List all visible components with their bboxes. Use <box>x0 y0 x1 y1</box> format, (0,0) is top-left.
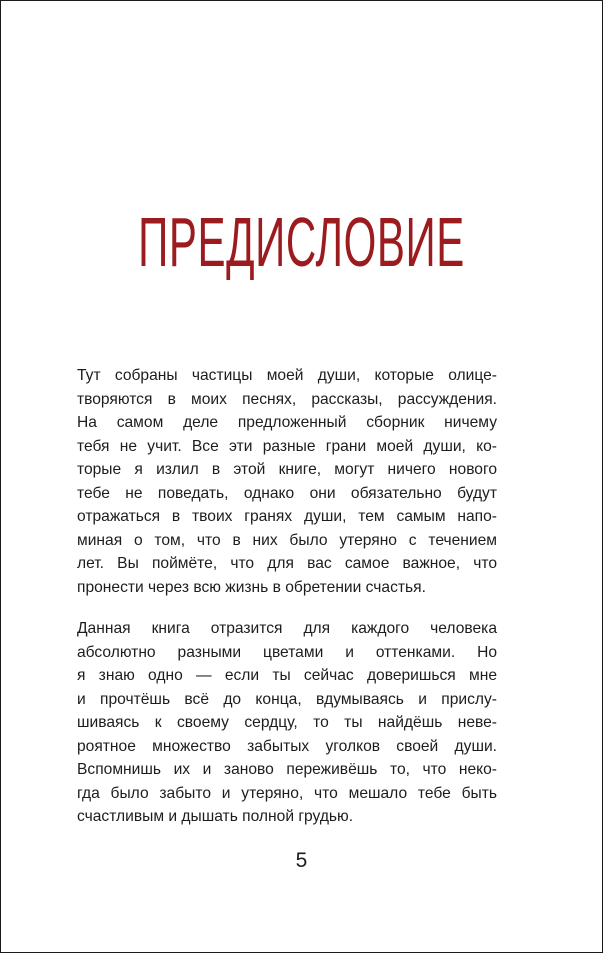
paragraph-2 <box>77 617 497 829</box>
text-line: счастливым и дышать полной грудью. <box>77 808 354 825</box>
text-line: абсолютно разными цветами и оттенками. Но <box>77 643 497 661</box>
text-line: гда было забыто и утеряно, что мешало тебе быть <box>77 784 497 802</box>
text-line: я знаю одно — если ты сейчас доверишься мне <box>77 667 497 684</box>
page-title: ПРЕДИСЛОВИЕ <box>138 203 465 281</box>
text-line: роятное множество забытых уголков своей души. <box>77 737 497 755</box>
text-line: и прочтёшь всё до конца, вдумываясь и прислу- <box>77 690 497 708</box>
text-line: шиваясь к своему сердцу, то ты найдёшь неве- <box>77 714 497 731</box>
text-line: отражаться в твоих гранях души, тем самым напо- <box>77 508 497 525</box>
text-line: творяются в моих песнях, рассказы, рассуждения. <box>77 390 497 408</box>
text-line: На самом деле предложенный сборник ничему <box>77 414 497 431</box>
text-line: пронести через всю жизнь в обретении счастья. <box>77 578 426 596</box>
text-line: тебе не поведать, однако они обязательно будут <box>77 484 497 502</box>
text-line: Вспомнишь их и заново переживёшь то, что неко- <box>77 761 497 778</box>
text-line: тебя не учит. Все эти разные грани моей души, ко- <box>77 437 497 455</box>
page-number: 5 <box>295 849 308 872</box>
paragraph-1 <box>77 364 497 599</box>
text-line: лет. Вы поймёте, что для вас самое важное, что <box>77 555 497 572</box>
text-line: миная о том, что в них было утеряно с течением <box>77 531 497 549</box>
text-line: торые я излил в этой книге, могут ничего нового <box>77 461 497 478</box>
text-line: Тут собраны частицы моей души, которые олице- <box>77 367 497 384</box>
text-line: Данная книга отразится для каждого человека <box>77 620 497 637</box>
